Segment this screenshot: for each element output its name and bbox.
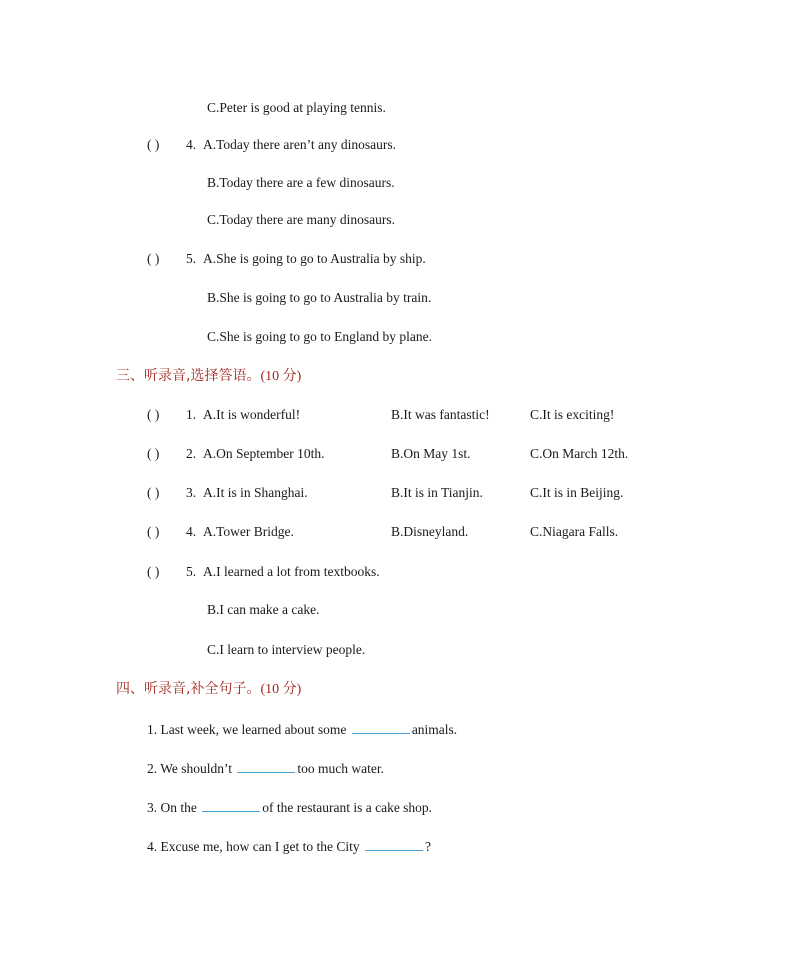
- section-title: 三、听录音,选择答语。: [116, 368, 261, 384]
- option-text: A.She is going to go to Australia by ship.: [203, 251, 426, 266]
- question-number: 5.: [186, 251, 197, 266]
- section-heading: [116, 367, 301, 386]
- question-number: 1.: [186, 407, 197, 422]
- answer-paren[interactable]: ( ): [147, 446, 160, 461]
- sentence-end: of the restaurant is a cake shop.: [262, 800, 433, 815]
- answer-blank[interactable]: [352, 719, 410, 734]
- option-c: C.It is exciting!: [530, 407, 615, 422]
- section-points: (10 分): [260, 369, 302, 384]
- fill-sentence: [147, 719, 457, 739]
- answer-paren[interactable]: ( ): [147, 407, 160, 422]
- question-number: 2.: [186, 446, 197, 461]
- option-c: C.It is in Beijing.: [530, 485, 624, 500]
- option-a: A.It is wonderful!: [203, 407, 301, 422]
- section-title: 四、听录音,补全句子。: [116, 681, 261, 697]
- option-a: A.Tower Bridge.: [203, 524, 294, 539]
- question-number: 3.: [186, 485, 197, 500]
- option-b: B.It was fantastic!: [391, 407, 490, 422]
- answer-paren[interactable]: ( ): [147, 485, 160, 500]
- sentence-end: too much water.: [297, 761, 385, 776]
- fill-sentence: [147, 758, 384, 778]
- option-a: A.On September 10th.: [203, 446, 325, 461]
- option-text: C.She is going to go to England by plane.: [207, 329, 432, 344]
- option-c: C.On March 12th.: [530, 446, 629, 461]
- option-text: B.She is going to go to Australia by train.: [207, 290, 432, 305]
- sentence-start: 1. Last week, we learned about some: [147, 722, 350, 737]
- option-text: A.Today there aren’t any dinosaurs.: [203, 137, 396, 152]
- fill-sentence: [147, 797, 432, 817]
- option-b: B.It is in Tianjin.: [391, 485, 483, 500]
- answer-blank[interactable]: [202, 797, 260, 812]
- option-text: C.Today there are many dinosaurs.: [207, 212, 395, 227]
- question-number: 4.: [186, 524, 197, 539]
- sentence-start: 3. On the: [147, 800, 201, 815]
- sentence-start: 2. We shouldn’t: [147, 761, 236, 776]
- option-text: B.Today there are a few dinosaurs.: [207, 175, 395, 190]
- sentence-end: animals.: [411, 722, 458, 737]
- option-a: A.It is in Shanghai.: [203, 485, 308, 500]
- sentence-start: 4. Excuse me, how can I get to the City: [147, 839, 363, 854]
- answer-paren[interactable]: ( ): [147, 564, 160, 579]
- question-number: 5.: [186, 564, 197, 579]
- sentence-end: ?: [424, 839, 431, 854]
- option-text: C.Peter is good at playing tennis.: [207, 100, 386, 115]
- option-c: C.I learn to interview people.: [207, 642, 366, 657]
- answer-blank[interactable]: [365, 836, 423, 851]
- option-b: B.Disneyland.: [391, 524, 469, 539]
- section-points: (10 分): [260, 682, 302, 697]
- answer-paren[interactable]: ( ): [147, 137, 160, 152]
- option-b: B.On May 1st.: [391, 446, 471, 461]
- option-c: C.Niagara Falls.: [530, 524, 619, 539]
- option-b: B.I can make a cake.: [207, 602, 320, 617]
- answer-paren[interactable]: ( ): [147, 251, 160, 266]
- question-number: 4.: [186, 137, 197, 152]
- fill-sentence: [147, 836, 431, 856]
- answer-blank[interactable]: [237, 758, 295, 773]
- section-heading: [116, 680, 301, 699]
- option-a: A.I learned a lot from textbooks.: [203, 564, 380, 579]
- answer-paren[interactable]: ( ): [147, 524, 160, 539]
